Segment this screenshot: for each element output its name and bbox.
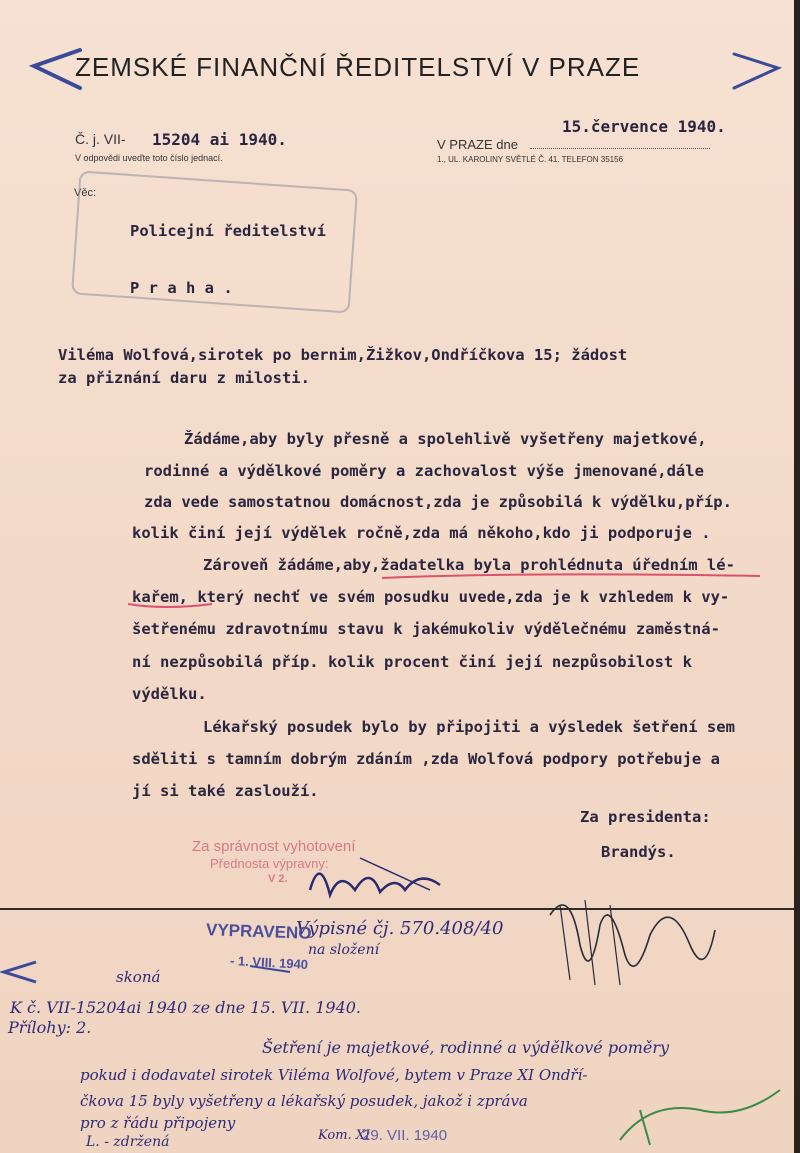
handwritten-attachments: Přílohy: 2. — [8, 1018, 92, 1037]
recipient-line-2: P r a h a . — [130, 279, 233, 297]
handwritten-ref: K č. VII-15204ai 1940 ze dne 15. VII. 1940. — [10, 998, 362, 1017]
body-p3-line-2: sděliti s tamním dobrým zdáním ,zda Wolfová podpory potřebuje a — [132, 750, 720, 768]
check-stamp-line-3: V 2. — [268, 873, 288, 885]
kom-date-stamp: 29. VII. 1940 — [362, 1127, 448, 1144]
right-arrow-mark — [728, 44, 788, 94]
ref-number: 15204 ai 1940. — [152, 130, 287, 149]
handwritten-kom: Kom. XI — [318, 1128, 371, 1143]
body-p2-line-2: kařem, který nechť ve svém posudku uvede,zda je k vzhledem k vy- — [132, 588, 730, 606]
signature-for: Za presidenta: — [580, 808, 711, 826]
body-p1-line-3: zda vede samostatnou domácnost,zda je způsobilá k výdělku,příp. — [144, 493, 732, 511]
check-stamp-line-2: Přednosta výpravny: — [210, 856, 329, 871]
handwritten-line-4: pro z řádu připojeny — [80, 1114, 236, 1132]
date-dotted-line — [530, 148, 710, 149]
ref-note: V odpovědi uveďte toto číslo jednací. — [75, 153, 223, 163]
handwritten-line-5: L. - zdržená — [86, 1134, 170, 1150]
office-address: 1., UL. KAROLINY SVĚTLÉ Č. 41. TELEFON 35156 — [437, 155, 624, 164]
body-p3-line-1: Lékařský posudek bylo by připojiti a výsledek šetření sem — [203, 718, 735, 736]
subject-line-1: Viléma Wolfová,sirotek po bernim,Žižkov,Ondříčkova 15; žádost — [58, 346, 628, 364]
place-label: V PRAZE dne — [437, 137, 518, 152]
subject-line-2: za přiznání daru z milosti. — [58, 369, 310, 387]
handwritten-nota: skoná — [116, 968, 161, 986]
body-p2-line-4: ní nezpůsobilá příp. kolik procent činí její nezpůsobilost k — [132, 653, 692, 671]
body-p2-line-5: výdělku. — [132, 685, 207, 703]
body-p3-line-3: jí si také zaslouží. — [132, 782, 319, 800]
check-stamp-line-1: Za správnost vyhotovení — [192, 838, 356, 855]
sent-stamp-date: - 1. VIII. 1940 — [229, 952, 309, 973]
sent-stamp-label: VYPRAVENO — [205, 920, 312, 943]
ref-label: Č. j. VII- — [75, 131, 126, 147]
office-title: ZEMSKÉ FINANČNÍ ŘEDITELSTVÍ V PRAZE — [75, 52, 641, 82]
signature-name: Brandýs. — [601, 843, 676, 861]
handwritten-line-1: Šetření je majetkové, rodinné a výdělkové poměry — [262, 1038, 670, 1057]
body-p2-line-3: šetřenému zdravotnímu stavu k jakémukoliv výdělečnému zaměstná- — [132, 620, 720, 638]
body-p1-line-1: Žádáme,aby byly přesně a spolehlivě vyšetřeny majetkové, — [184, 430, 707, 448]
subject-label: Věc: — [74, 187, 97, 199]
scribbled-signature — [300, 850, 460, 910]
scan-edge — [794, 0, 800, 1153]
lower-arrow-mark — [0, 958, 330, 988]
green-pencil-marks — [610, 1080, 790, 1150]
body-p1-line-2: rodinné a výdělkové poměry a zachovalost výše jmenované,dále — [144, 462, 704, 480]
body-p1-line-4: kolik činí její výdělek ročně,zda má někoho,kdo ji podporuje . — [132, 524, 711, 542]
handwritten-top-note: Výpisné čj. 570.408/40 — [296, 918, 504, 939]
recipient-line-1: Policejní ředitelství — [130, 222, 326, 240]
handwritten-top-note-2: na složení — [308, 942, 380, 958]
handwritten-line-2: pokud i dodavatel sirotek Viléma Wolfové, bytem v Praze XI Ondří- — [80, 1066, 588, 1084]
handwritten-scribble — [540, 885, 730, 995]
handwritten-line-3: čkova 15 byly vyšetřeny a lékařský posudek, jakož i zpráva — [80, 1092, 528, 1110]
letter-date: 15.července 1940. — [562, 117, 726, 136]
red-underline-marks — [120, 568, 780, 613]
body-p2-line-1: Zároveň žádáme,aby,žadatelka byla prohlédnuta úředním lé- — [203, 556, 735, 574]
